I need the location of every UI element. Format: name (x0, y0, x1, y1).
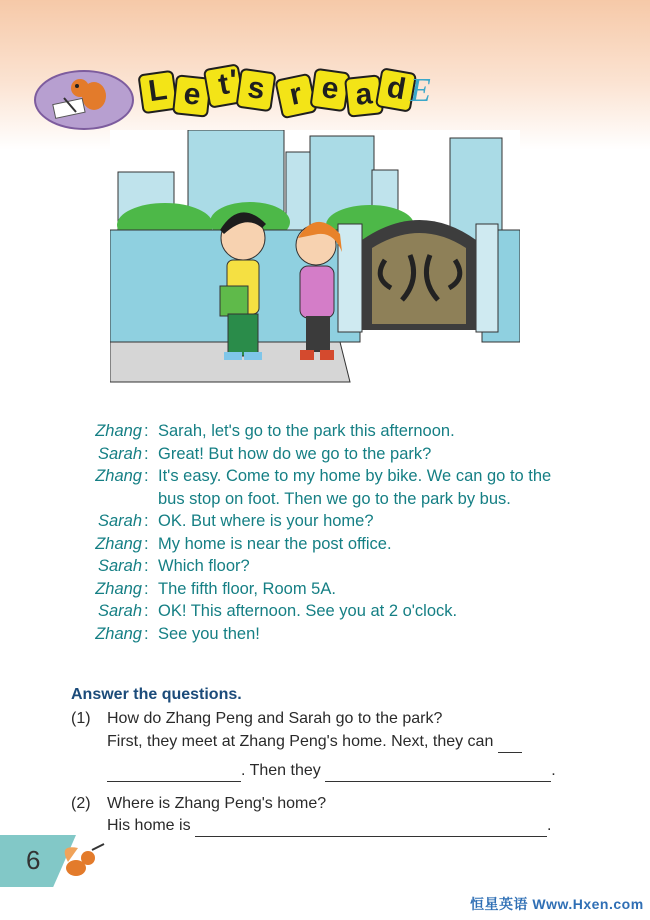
dialogue-text: See you then! (158, 624, 260, 643)
park-gate-illustration (110, 130, 520, 398)
dialogue-line: Sarah : OK! This afternoon. See you at 2 o'clock. (70, 600, 590, 623)
answer-end: . (547, 817, 552, 834)
dialogue-text: Which floor? (158, 557, 250, 575)
title-letter: ' (229, 64, 237, 97)
answer-1-line-1 (107, 731, 522, 753)
lesson-letter: E (410, 72, 431, 109)
answer-blank[interactable] (498, 736, 522, 753)
answer-prompt: . Then they (241, 762, 321, 779)
dialogue-line: Sarah : Great! But how do we go to the park? (70, 443, 590, 466)
page-number: 6 (26, 845, 41, 875)
title-letter: e (172, 74, 212, 118)
dialogue-text: OK! This afternoon. See you at 2 o'clock. (158, 602, 458, 620)
title-letter: r (274, 73, 318, 120)
dialogue-line: Zhang : My home is near the post office. (70, 533, 590, 556)
title-letter: L (137, 70, 178, 115)
dialogue-line: Sarah : OK. But where is your home? (70, 510, 590, 533)
title-letter: a (344, 74, 384, 118)
dialogue-text: It's easy. Come to my home by bike. We can go to the (158, 467, 552, 485)
dialogue-text: Sarah, let's go to the park this afternoon. (158, 422, 455, 440)
speaker-name (70, 488, 142, 511)
dialogue-line (70, 488, 590, 511)
dialogue-text: The fifth floor, Room 5A. (158, 579, 336, 598)
question-2 (71, 793, 326, 815)
speaker-name: Sarah (97, 512, 142, 530)
squirrel-mascot-icon (58, 842, 108, 886)
question-number: (2) (71, 795, 91, 812)
dialogue-text: OK. But where is your home? (158, 512, 374, 530)
footer-brand: 恒星英语 Www.Hxen.com (470, 896, 644, 912)
answer-blank[interactable] (195, 820, 547, 837)
title-letter: e (309, 68, 350, 113)
speaker-name: Zhang (95, 534, 142, 553)
speaker-name: Zhang (95, 579, 142, 598)
title-letter: t (203, 63, 245, 109)
dialogue-line: Zhang : It's easy. Come to my home by bike. We can go to the (70, 465, 590, 488)
question-1 (71, 708, 442, 730)
speaker-name: Sarah (97, 557, 142, 575)
title-letter: d (375, 67, 417, 113)
speaker-name: Sarah (97, 444, 142, 463)
speaker-name: Sarah (97, 602, 142, 620)
title-letter: s (235, 68, 276, 113)
dialogue-text: bus stop on foot. Then we go to the park by bus. (158, 489, 511, 508)
speaker-name: Zhang (95, 422, 142, 440)
speaker-name: Zhang (95, 467, 142, 485)
speaker-name: Zhang (95, 624, 142, 643)
squirrel-badge-icon (34, 70, 134, 130)
dialogue-text: Great! But how do we go to the park? (158, 444, 432, 463)
answer-1-line-2 (107, 760, 556, 782)
answer-2-line-1 (107, 815, 551, 837)
question-number: (1) (71, 710, 91, 727)
question-text: Where is Zhang Peng's home? (107, 795, 327, 812)
answer-blank[interactable] (325, 765, 551, 782)
answer-prompt: His home is (107, 817, 191, 834)
dialogue-text: My home is near the post office. (158, 534, 392, 553)
dialogue-line: Sarah : Which floor? (70, 555, 590, 578)
answer-end: . (551, 762, 556, 779)
dialogue-line: Zhang : Sarah, let's go to the park this afternoon. (70, 420, 590, 443)
answer-prompt: First, they meet at Zhang Peng's home. Next, they can (107, 733, 494, 750)
section-title: Answer the questions. (71, 686, 242, 703)
question-text: How do Zhang Peng and Sarah go to the park? (107, 710, 443, 727)
dialogue-line: Zhang : See you then! (70, 623, 590, 646)
answer-blank[interactable] (107, 765, 241, 782)
dialogue-line: Zhang : The fifth floor, Room 5A. (70, 578, 590, 601)
dialogue (70, 420, 590, 645)
